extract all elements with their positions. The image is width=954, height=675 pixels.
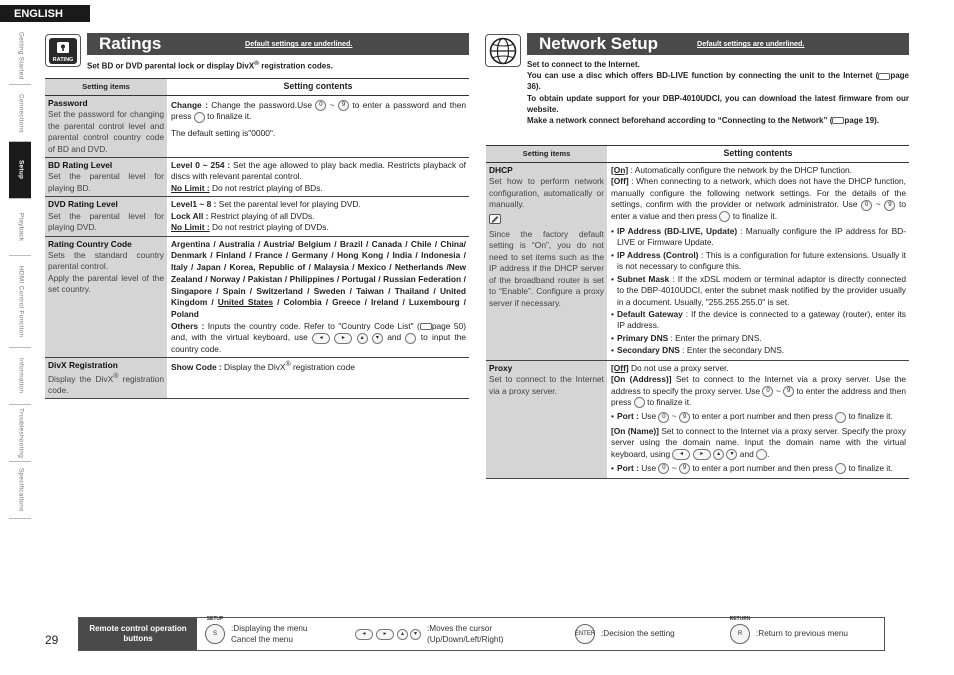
option-text: to enter the address and then press (611, 385, 907, 407)
legend-text: :Decision the setting (601, 629, 675, 639)
nav-tab-label: Getting Started (17, 32, 25, 80)
bullet-label: Port : (617, 411, 639, 422)
dhcp-manual-settings-list (611, 226, 906, 357)
list-item (611, 345, 906, 356)
zero-button-icon: 0 (658, 412, 669, 423)
button-caption: ENTER (574, 630, 596, 637)
nav-tab-label: Information (17, 358, 25, 394)
item-desc: Since the factory default setting is “On”, you do not need to set items such as the IP address if the DHCP server of the broadband router is set to “Enable”. Configure a proxy server if necessary. (489, 229, 604, 308)
tilde: ~ (329, 99, 335, 110)
item-desc: Display the DivX (48, 373, 114, 384)
intro-line: page 19). (844, 115, 880, 125)
bullet-text: to finalize it. (848, 463, 893, 474)
option-text: Change the password.Use (211, 99, 313, 110)
network-header (527, 33, 909, 55)
item-desc: Set the parental level for playing BD. (48, 171, 164, 193)
country-list-end: / Colombia / Greece / Ireland / Luxembourg / Poland (171, 297, 467, 320)
bullet-text: : Enter the secondary DNS. (682, 345, 785, 356)
default-option-label: No Limit : (171, 222, 210, 233)
option-text: When connecting to a network, which does not have the DHCP function, manually configure the following network settings. For the details of the settings, confirm with the provider or network administrator. Use (611, 176, 906, 210)
table-row-dhcp: DHCP Set how to perform network configuration, automatically or manually. Since the factory default setting is “On”, you do not need to set items such as the IP address if the DHCP server of the broadband router is set to “Enable”. Configure a proxy server if necessary. [On] : Automatically configure the network by the DHCP function. [Off] : When connecting to a network, which does not have the DHCP function, manually configure the following network settings. For the details of the settings, confirm with the provider or network administrator. Use 0 ~ 9 to enter a value and then press to finalize it. • IP Address (BD-LIVE, Update) : Manually configure the IP address for BD-LIVE or Firmware Update. • IP Address (Control) : This is a configuration for future extensions. Usually it is not necessary to configure this. • Subnet Mask : If the xDSL modem or terminal adaptor is directly connected to the DBP-4010UDCI, enter the subnet mask notified by the provider usually in a document. Usually, "255.255.255.0" is set. • Default Gateway : If the device is connected to a gateway (router), enter its IP address. • Primary DNS : Enter the primary DNS. • Secondary DNS : Enter the secondary DNS. (486, 162, 909, 360)
port-list (611, 411, 906, 422)
bullet-label: IP Address (BD-LIVE, Update) (617, 226, 738, 237)
bullet-label: Primary DNS (617, 332, 669, 343)
down-arrow-button-icon: ▾ (726, 449, 737, 460)
nav-tab-label: HDMI Control Function (17, 265, 25, 338)
option-label: Others : (171, 320, 205, 331)
bullet-label: Default Gateway (617, 309, 683, 320)
option-text: to finalize it. (647, 396, 692, 407)
network-globe-icon (485, 34, 521, 67)
list-item (611, 463, 906, 474)
nav-tab-label: Connections (17, 93, 25, 133)
item-name: BD Rating Level (48, 160, 113, 171)
option-text: to enter a value and then press (611, 199, 907, 221)
option-text: to finalize it. (207, 111, 252, 122)
bullet-label: IP Address (Control) (617, 249, 699, 260)
option-text: to finalize it. (732, 210, 778, 221)
option-text: Set to connect to the Internet via a proxy server. Use the address to specify the proxy server. Use (611, 374, 907, 396)
nine-button-icon: 9 (679, 463, 690, 474)
nav-tab-information[interactable] (9, 348, 31, 405)
bullet-label: Port : (617, 463, 639, 474)
registered-mark: ® (113, 372, 119, 380)
nav-tab-troubleshooting[interactable] (9, 405, 31, 462)
option-text: Display the DivX (224, 362, 286, 373)
network-title: Network Setup (539, 34, 659, 54)
port-list (611, 463, 906, 474)
intro-line: To obtain update support for your DBP-4010UDCI, you can download the latest firmware from our website. (527, 93, 909, 114)
option-text: Inputs the country code. Refer to "Country Code List" ( (207, 320, 420, 331)
legend-setup (205, 616, 355, 645)
intro-line: page 36). (527, 71, 909, 92)
option-label: [On (Address)] (611, 374, 672, 385)
nine-button-icon: 9 (783, 386, 794, 397)
nav-tab-playback[interactable] (9, 199, 31, 256)
ratings-table (45, 78, 469, 399)
zero-button-icon: 0 (658, 463, 669, 474)
option-label: Show Code : (171, 362, 222, 373)
col-header-setting-items: Setting items (486, 146, 607, 163)
network-intro (527, 59, 909, 126)
bullet-text: : If the xDSL modem or terminal adaptor is directly connected to the DBP-4010UDCI, enter the subnet mask notified by the provider usually in a document. Usually, "255.255.255.0" is set. (617, 273, 906, 307)
bullet-text: to enter a port number and then press (692, 463, 833, 474)
legend-text: Cancel the menu (231, 635, 293, 644)
ratings-default-note: Default settings are underlined. (245, 39, 353, 49)
left-arrow-button-icon: ◂ (312, 333, 330, 344)
tilde: ~ (671, 411, 677, 422)
col-header-setting-items: Setting items (45, 79, 167, 96)
bullet-text: : This is a configuration for future extensions. Usually it is not necessary to configure this. (617, 249, 907, 272)
right-arrow-button-icon: ▸ (693, 449, 711, 460)
button-caption: SETUP (206, 616, 224, 622)
bullet-text: Use (641, 463, 657, 474)
bullet-text: to finalize it. (848, 411, 893, 422)
nav-tab-hdmi-control[interactable] (9, 256, 31, 348)
legend-cursor (355, 623, 575, 645)
table-row-proxy (486, 360, 909, 478)
nine-button-icon: 9 (679, 412, 690, 423)
item-desc: Set to connect to the Internet via a proxy server. (489, 374, 604, 396)
list-item (611, 274, 906, 308)
up-arrow-button-icon: ▴ (357, 333, 368, 344)
rating-icon-label: RATING (52, 56, 74, 63)
ratings-intro (87, 59, 469, 72)
tilde: ~ (775, 385, 781, 396)
option-text: Set the age allowed to play back media. Restricts playback of discs with relevant parental control. (171, 160, 466, 182)
ratings-header (87, 33, 469, 55)
item-desc: Set the password for changing the parental control level and parental control country code of BD and DVD. (48, 109, 164, 154)
note-icon (489, 214, 604, 227)
option-text: Do not restrict playing of BDs. (211, 182, 323, 193)
list-item (611, 226, 906, 249)
nav-tab-setup[interactable] (9, 142, 31, 199)
option-label: [On (Name)] (611, 425, 659, 436)
intro-line: Set to connect to the Internet. (527, 60, 640, 69)
item-name: Rating Country Code (48, 238, 132, 249)
page-number: 29 (45, 633, 59, 647)
default-password-note: The default setting is"0000". (171, 127, 276, 138)
option-label: Lock All : (171, 210, 209, 221)
nav-tab-label: Troubleshooting (17, 407, 25, 459)
option-text: Do not use a proxy server. (631, 362, 729, 373)
option-text: to input the country code. (171, 332, 467, 354)
registered-mark: ® (254, 60, 260, 67)
list-item (611, 333, 906, 344)
table-row-country-code (45, 236, 469, 358)
left-arrow-button-icon: ◂ (355, 629, 373, 640)
option-text: Set the parental level for playing DVD. (218, 199, 361, 210)
page-reference-icon (832, 117, 844, 124)
legend-text: :Moves the cursor (427, 623, 493, 633)
legend-text: :Return to previous menu (756, 629, 848, 639)
item-desc: Sets the standard country parental control. (48, 250, 164, 272)
nav-tab-label: Playback (17, 212, 25, 242)
enter-button-icon (835, 463, 846, 474)
default-country: United States (217, 297, 274, 308)
nine-button-icon: 9 (338, 100, 349, 111)
nav-tab-specifications[interactable] (9, 462, 31, 519)
item-name: Password (48, 97, 88, 108)
bullet-text: to enter a port number and then press (692, 411, 833, 422)
table-row-divx (45, 358, 469, 399)
zero-button-icon: 0 (315, 100, 326, 111)
option-label: Change : (171, 99, 208, 110)
legend-enter (575, 624, 730, 644)
network-default-note: Default settings are underlined. (697, 39, 805, 49)
up-arrow-button-icon: ▴ (397, 629, 408, 640)
option-label: [Off] (611, 176, 629, 187)
rating-icon (45, 34, 81, 67)
bullet-label: Subnet Mask (617, 273, 670, 284)
option-label: Level 0 ~ 254 : (171, 160, 231, 171)
bullet-text: : If the device is connected to a gateway (router), enter its IP address. (617, 309, 906, 331)
item-desc: registration code. (48, 373, 164, 395)
enter-button-icon (756, 448, 770, 460)
enter-button-icon (634, 397, 645, 408)
option-text: . (767, 448, 770, 459)
page-reference-icon (420, 323, 432, 330)
default-option-label: No Limit : (171, 182, 210, 193)
country-list: Argentina / Australia / Austria/ Belgium / Brazil / Canada / Chile / China/ Denmark / Finland / France / Germany / Hong Kong / India / Indonesia / Italy / Japan / Korea, Republic of / Malaysia / Mexico / Netherlands /New Zealand / Norway / Pakistan / Philippines / Portugal / Russian Federation / Singapore / Spain / Switzerland / Sweden / Taiwan / Thailand / United Kingdom / (171, 238, 466, 308)
bullet-text: Use (641, 411, 657, 422)
remote-buttons-legend (78, 617, 885, 651)
zero-button-icon: 0 (762, 386, 773, 397)
item-desc: Apply the parental level of the set country. (48, 272, 164, 295)
nav-tab-getting-started[interactable] (9, 28, 31, 85)
table-row-dvd-rating (45, 197, 469, 236)
list-item (611, 250, 906, 273)
legend-label: Remote control operation buttons (79, 618, 197, 650)
option-text: Do not restrict playing of DVDs. (211, 222, 329, 233)
ratings-intro-text: Set BD or DVD parental lock or display DivX (87, 61, 255, 71)
legend-text: :Displaying the menu (231, 623, 308, 633)
bullet-text: : Manually configure the IP address for BD-LIVE or Firmware Update. (617, 226, 907, 248)
up-arrow-button-icon: ▴ (713, 449, 724, 460)
option-text: and (739, 448, 754, 459)
side-navigation (9, 28, 31, 512)
setup-button-icon: SETUP S (205, 624, 225, 644)
nav-tab-connections[interactable] (9, 85, 31, 142)
default-option-label: [Off] (611, 362, 629, 373)
item-name: DVD Rating Level (48, 199, 118, 210)
tilde: ~ (875, 199, 881, 210)
option-text: Restrict playing of all DVDs. (210, 210, 315, 221)
option-text: Automatically configure the network by the DHCP function. (634, 164, 852, 175)
zero-button-icon: 0 (861, 200, 872, 211)
option-text: to enter a password and then press (171, 99, 467, 122)
table-row-bd-rating (45, 158, 469, 197)
nav-tab-label: Specifications (17, 468, 25, 512)
enter-button-icon (575, 624, 595, 644)
nav-tab-label: Setup (17, 160, 25, 180)
ratings-intro-text: registration codes. (259, 61, 333, 71)
language-badge: ENGLISH (0, 5, 90, 22)
intro-line: You can use a disc which offers BD-LIVE function by connecting the unit to the Internet ( (527, 71, 879, 81)
option-label: Level1 ~ 8 : (171, 199, 217, 210)
list-item (611, 309, 906, 332)
default-option-label: [On] (611, 164, 629, 175)
nine-button-icon: 9 (884, 200, 895, 211)
col-header-setting-contents: Setting contents (167, 79, 469, 96)
ratings-title: Ratings (99, 34, 162, 54)
down-arrow-button-icon: ▾ (410, 629, 421, 640)
option-text: Set to connect to the Internet via a proxy server. Specify the proxy server using the domain name. Input the domain name with the virtual keyboard, using (611, 425, 906, 459)
page-reference-icon (878, 73, 890, 80)
col-header-setting-contents: Setting contents (607, 146, 909, 163)
return-button-icon: RETURN R (730, 624, 750, 644)
option-text: and (387, 332, 402, 343)
bullet-label: Secondary DNS (617, 345, 680, 356)
enter-button-icon (194, 112, 205, 123)
option-text: registration code (290, 362, 355, 373)
legend-text: (Up/Down/Left/Right) (427, 635, 504, 644)
tilde: ~ (671, 463, 677, 474)
legend-return (729, 616, 848, 644)
right-arrow-button-icon: ▸ (376, 629, 394, 640)
enter-button-icon (835, 412, 846, 423)
table-row-password (45, 95, 469, 157)
enter-button-icon (719, 211, 730, 222)
button-caption: RETURN (729, 616, 751, 622)
registered-mark: ® (285, 361, 291, 369)
enter-button-icon (405, 333, 416, 344)
down-arrow-button-icon: ▾ (372, 333, 383, 344)
item-desc: Set the parental level for playing DVD. (48, 210, 164, 233)
item-name: DHCP (489, 164, 513, 175)
network-table (486, 145, 909, 479)
option-text: page 50) and, with the virtual keyboard, use (171, 320, 467, 343)
list-item (611, 411, 906, 422)
right-arrow-button-icon: ▸ (334, 333, 352, 344)
left-arrow-button-icon: ◂ (672, 449, 690, 460)
item-desc: Set how to perform network configuration, automatically or manually. (489, 176, 604, 210)
intro-line: Make a network connect beforehand according to “Connecting to the Network” ( (527, 115, 833, 125)
item-name: DivX Registration (48, 360, 118, 371)
bullet-text: : Enter the primary DNS. (670, 332, 762, 343)
item-name: Proxy (489, 362, 513, 373)
